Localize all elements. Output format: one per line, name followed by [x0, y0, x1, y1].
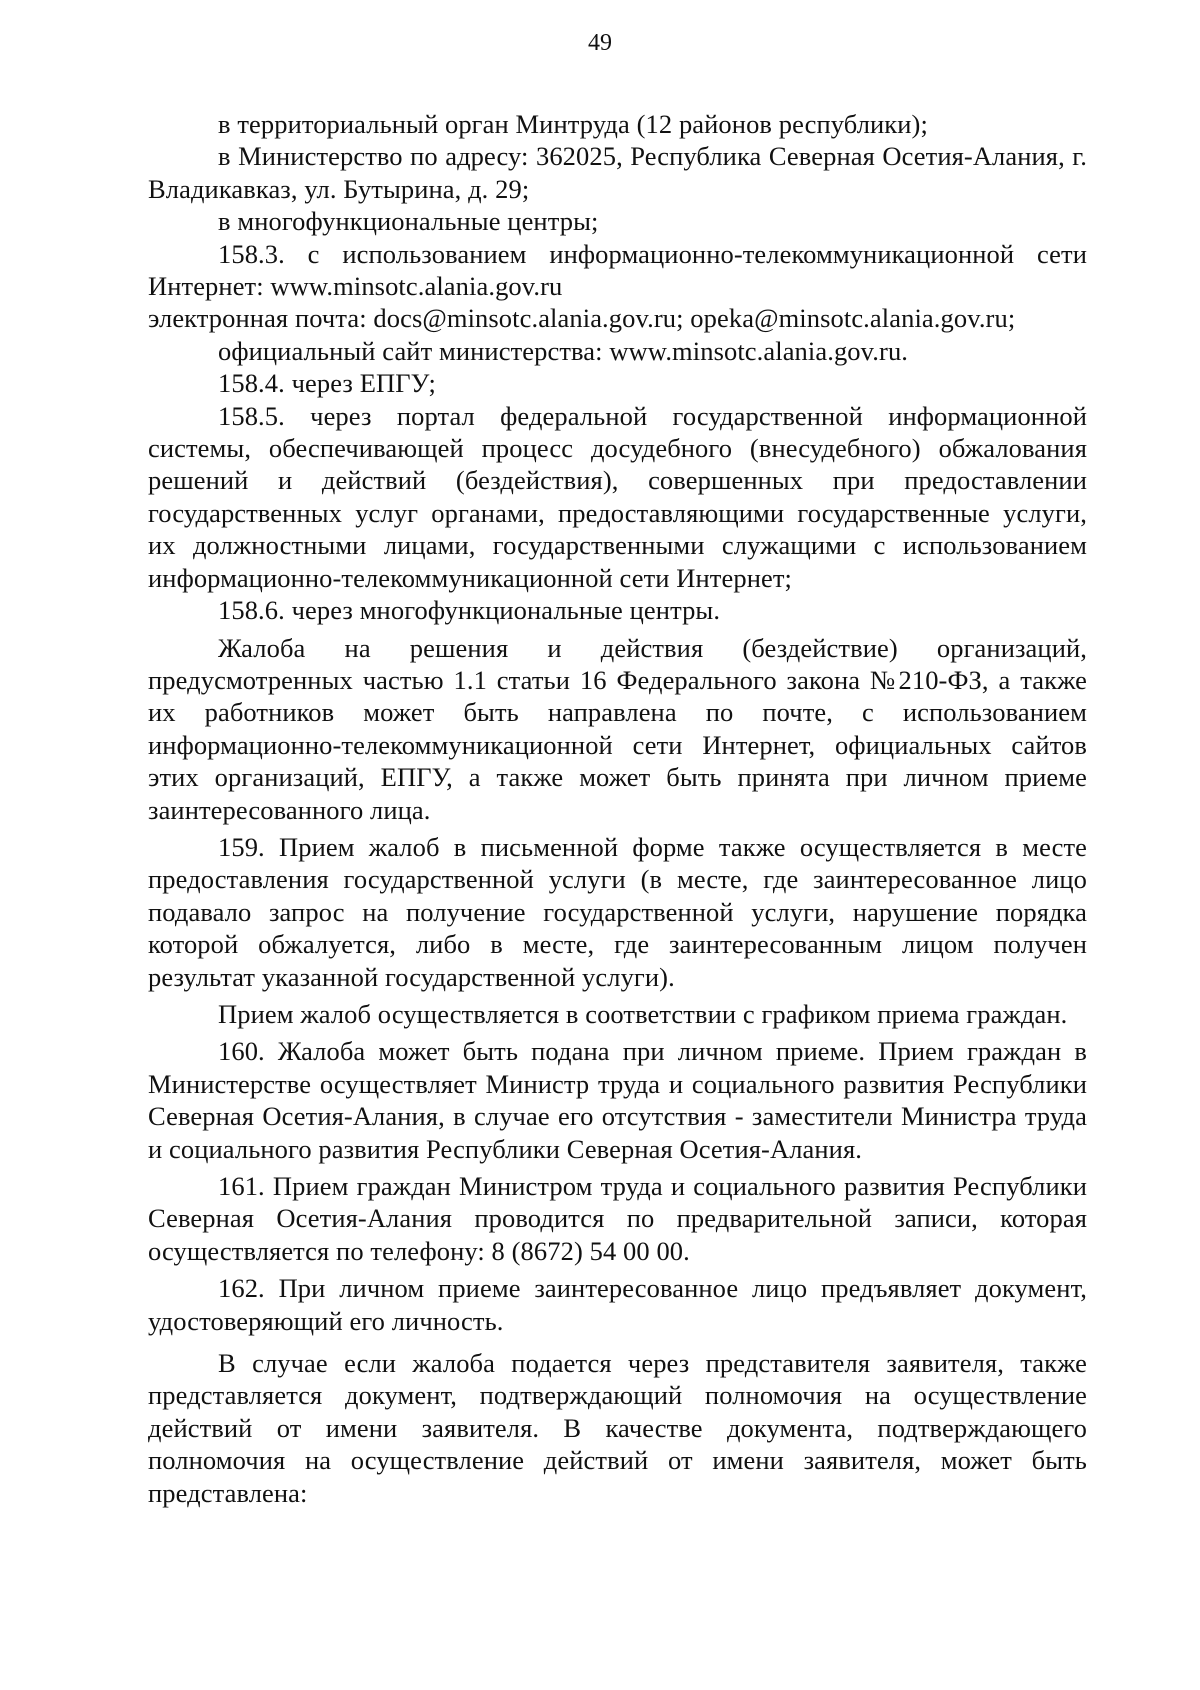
paragraph-official-site: официальный сайт министерства: www.minsotc.alania.gov.ru. — [218, 335, 909, 366]
paragraph-159: 159. Прием жалоб в письменной форме также осуществляется в месте предоставления государственной услуги (в месте, где заинтересованное лицо подавало запрос на получение государственной услуги, нарушение порядка которой обжалуется, либо в месте, где заинтересованным лицом получен результат указанной государственной услуги). — [148, 831, 1087, 992]
paragraph-representative: В случае если жалоба подается через представителя заявителя, также представляется документ, подтверждающий полномочия на осуществление действий от имени заявителя. В качестве документа, подтверждающего полномочия на осуществление действий от имени заявителя, может быть представлена: — [148, 1348, 1087, 1508]
paragraph-158-5: 158.5. через портал федеральной государственной информационной системы, обеспечивающей процесс досудебного (внесудебного) обжалования решений и действий (бездействия), совершенных при предоставлении государственных услуг органами, предоставляющими государственные услуги, их должностными лицами, государственными служащими с использованием информационно-телекоммуникационной сети Интернет; — [148, 400, 1087, 593]
paragraph-158-3: 158.3. с использованием информационно-телекоммуникационной сети Интернет: www.minsotc.alania.gov.ru — [148, 238, 1087, 302]
paragraph-158-4: 158.4. через ЕПГУ; — [218, 368, 436, 399]
paragraph-mfc: в многофункциональные центры; — [218, 206, 599, 237]
paragraph-160: 160. Жалоба может быть подана при личном приеме. Прием граждан в Министерстве осуществляет Министр труда и социального развития Республики Северная Осетия-Алания, в случае его отсутствия - заместители Министра труда и социального развития Республики Северная Осетия-Алания. — [148, 1036, 1087, 1164]
paragraph-162: 162. При личном приеме заинтересованное лицо предъявляет документ, удостоверяющий его личность. — [148, 1273, 1087, 1336]
paragraph-ministry-address: в Министерство по адресу: 362025, Республика Северная Осетия-Алания, г. Владикавказ, ул. Бутырина, д. 29; — [148, 141, 1087, 204]
paragraph-161: 161. Прием граждан Министром труда и социального развития Республики Северная Осетия-Алания проводится по предварительной записи, которая осуществляется по телефону: 8 (8672) 54 00 00. — [148, 1171, 1087, 1266]
paragraph-email: электронная почта: docs@minsotc.alania.gov.ru; opeka@minsotc.alania.gov.ru; — [148, 303, 1016, 334]
document-body — [148, 108, 1087, 1509]
paragraph-territorial-body: в территориальный орган Минтруда (12 районов республики); — [218, 109, 928, 139]
paragraph-complaint-organizations: Жалоба на решения и действия (бездействие) организаций, предусмотренных частью 1.1 статьи 16 Федерального закона №210-ФЗ, а также их работников может быть направлена по почте, с использованием информационно-телекоммуникационной сети Интернет, официальных сайтов этих организаций, ЕПГУ, а также может быть принята при личном приеме заинтересованного лица. — [148, 632, 1087, 825]
paragraph-158-6: 158.6. через многофункциональные центры. — [218, 595, 721, 626]
paragraph-schedule: Прием жалоб осуществляется в соответствии с графиком приема граждан. — [218, 998, 1068, 1029]
page-number: 49 — [588, 30, 612, 56]
